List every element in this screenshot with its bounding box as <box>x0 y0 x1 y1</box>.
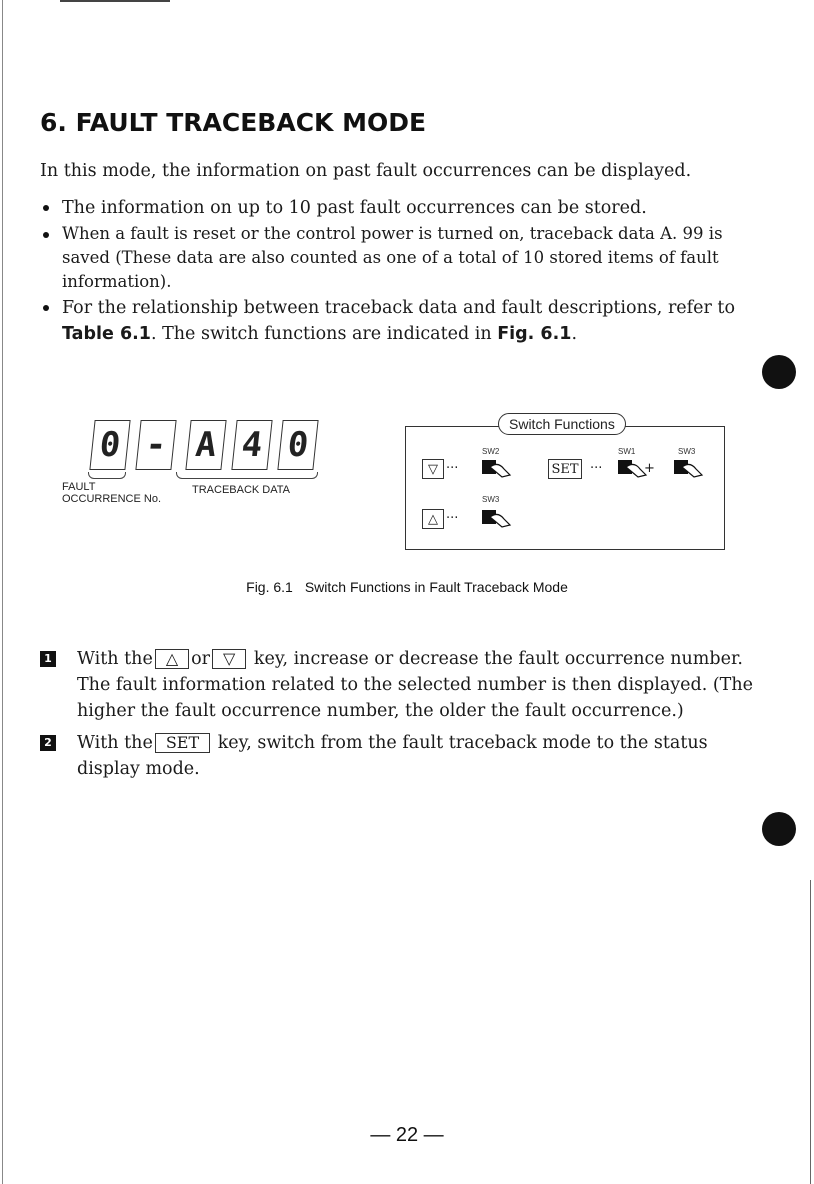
punch-hole-icon <box>762 355 796 389</box>
led-digit: 4 <box>231 420 272 470</box>
finger-press-icon <box>480 507 512 529</box>
step-marker-1: 1 <box>40 651 56 667</box>
figure-caption-text: Switch Functions in Fault Traceback Mode <box>304 579 568 595</box>
finger-press-icon <box>672 457 704 479</box>
bullet-text: . <box>571 324 578 344</box>
page-title: 6. FAULT TRACEBACK MODE <box>40 108 427 137</box>
fault-bracket <box>88 472 126 479</box>
bullet-icon <box>43 232 49 238</box>
switch-functions-box <box>405 416 725 550</box>
down-key-inline: ▽ <box>212 649 246 669</box>
bullet-text: . The switch functions are indicated in <box>150 324 498 344</box>
table-reference: Table 6.1 <box>62 324 151 344</box>
up-key: △ <box>422 509 444 529</box>
step-1: 1 With the △ or ▽ key, increase or decrease the fault occurrence number. The fault information related to the selected number is then displayed. (The higher the fault occurrence number, the older the fault occurrence.) <box>40 646 760 724</box>
sw1-label: SW1 <box>618 447 636 456</box>
bullet-icon <box>43 205 49 211</box>
top-rule <box>60 0 170 2</box>
set-key: SET <box>548 459 582 479</box>
sw2-label: SW2 <box>482 447 500 456</box>
bullet-text: The information on up to 10 past fault occurrences can be stored. <box>62 198 647 218</box>
intro-paragraph: In this mode, the information on past fault occurrences can be displayed. <box>40 161 692 181</box>
down-key: ▽ <box>422 459 444 479</box>
plus-sign: + <box>644 461 655 476</box>
sw3-label: SW3 <box>482 495 500 504</box>
up-key-inline: △ <box>155 649 189 669</box>
led-digit: 0 <box>89 420 130 470</box>
set-key-inline: SET <box>155 733 210 753</box>
bullet-icon <box>43 305 49 311</box>
switch-functions-title: Switch Functions <box>498 413 626 435</box>
led-display <box>92 420 322 480</box>
bullet-list <box>40 195 760 348</box>
bullet-item <box>40 295 760 347</box>
traceback-data-label: TRACEBACK DATA <box>192 484 290 496</box>
figure-caption <box>0 579 814 595</box>
bullet-text: When a fault is reset or the control power is turned on, traceback data A. 99 is saved (These data are also counted as one of a total of 10 stored items of fault information). <box>62 224 723 291</box>
traceback-bracket <box>176 472 318 479</box>
led-digit: A <box>185 420 226 470</box>
sw3-label: SW3 <box>678 447 696 456</box>
page-number: — 22 — <box>370 1124 444 1146</box>
ellipsis: ··· <box>446 461 459 476</box>
step-marker-2: 2 <box>40 735 56 751</box>
bullet-item <box>40 222 760 294</box>
punch-hole-icon <box>762 812 796 846</box>
ellipsis: ··· <box>446 511 459 526</box>
finger-press-icon <box>480 457 512 479</box>
fault-occurrence-label: FAULT OCCURRENCE No. <box>62 481 162 505</box>
figure-number: Fig. 6.1 <box>246 579 293 595</box>
bullet-item <box>40 195 760 221</box>
led-digit: 0 <box>277 420 318 470</box>
figure-reference: Fig. 6.1 <box>497 324 572 344</box>
bullet-text: For the relationship between traceback data and fault descriptions, refer to <box>62 298 735 318</box>
ellipsis: ··· <box>590 461 603 476</box>
led-digit: - <box>135 420 176 470</box>
step-2: 2 With the SET key, switch from the fault traceback mode to the status display mode. <box>40 730 760 782</box>
